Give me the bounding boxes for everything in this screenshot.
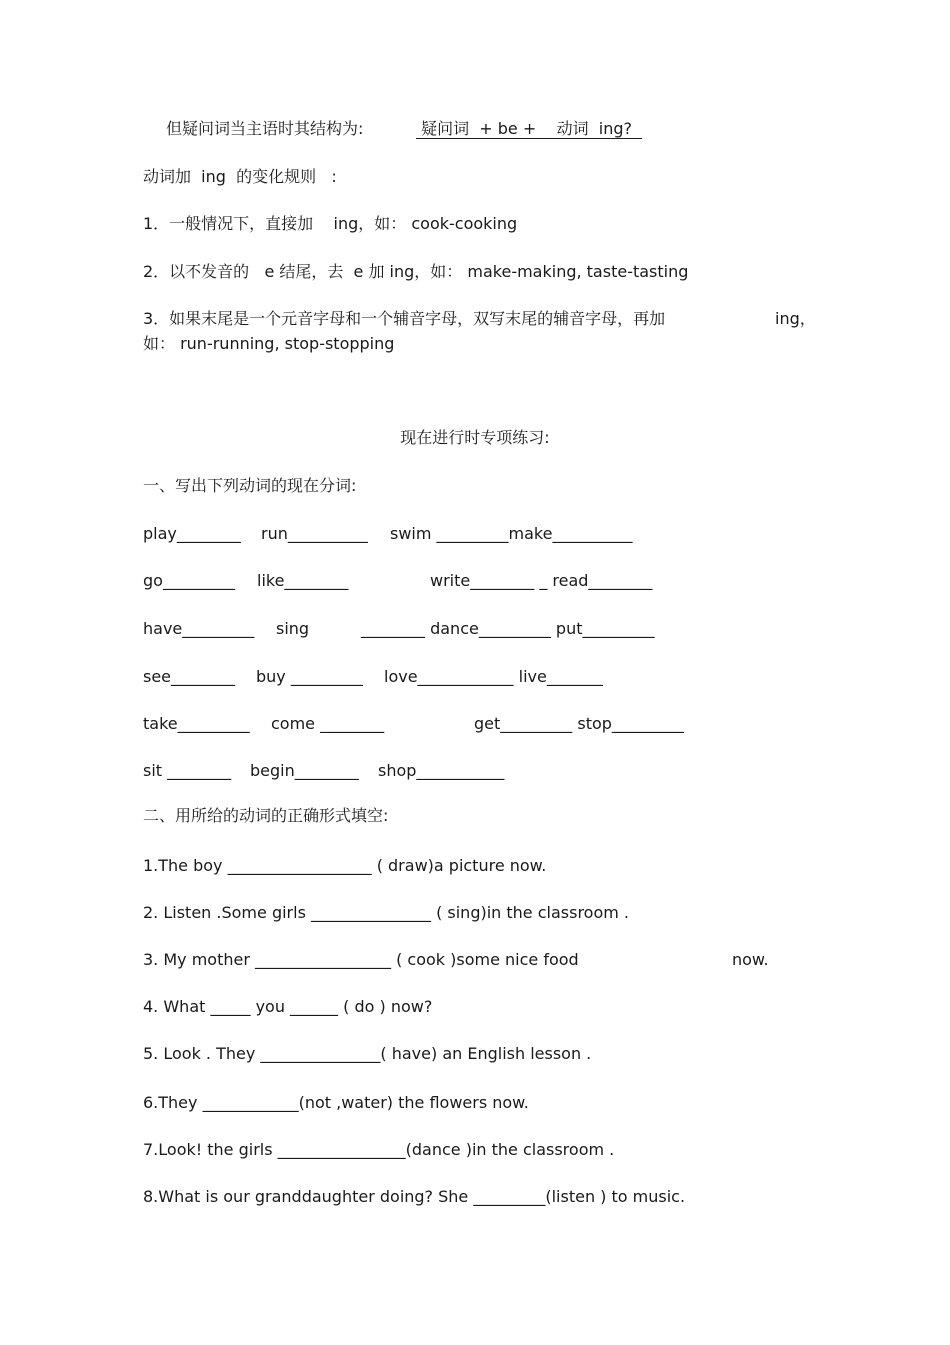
verb-blank: run__________	[261, 524, 368, 543]
verb-blank: begin________	[250, 761, 359, 780]
rule-2: 2．以不发音的 e 结尾，去 e 加 ing，如： make-making, taste-tasting	[143, 262, 689, 281]
verb-blank: take_________	[143, 714, 250, 733]
intro-text: 但疑问词当主语时其结构为:	[166, 119, 364, 138]
question-2: 2. Listen .Some girls _______________ ( sing)in the classroom .	[143, 903, 630, 922]
practice-title: 现在进行时专项练习:	[400, 428, 550, 447]
verb-blank: come ________	[271, 714, 385, 733]
rule-3-example: 如： run-running, stop-stopping	[143, 334, 395, 353]
question-1: 1.The boy __________________ ( draw)a picture now.	[143, 856, 547, 875]
rules-heading: 动词加 ing 的变化规则 :	[143, 167, 337, 186]
verb-blank: see________	[143, 667, 236, 686]
question-6: 6.They ____________(not ,water) the flowers now.	[143, 1093, 529, 1112]
section-2-heading: 二、用所给的动词的正确形式填空:	[143, 806, 389, 825]
verb-blank: like________	[257, 571, 349, 590]
verb-blank: sit ________	[143, 761, 232, 780]
question-5: 5. Look . They _______________( have) an English lesson .	[143, 1044, 592, 1063]
verb-blank: love____________ live_______	[384, 667, 603, 686]
verb-blank: write________ _ read________	[430, 571, 653, 590]
rule-3-ing: ing，	[775, 309, 816, 328]
verb-blank: shop___________	[378, 761, 505, 780]
verb-blank: go_________	[143, 571, 235, 590]
question-3-end: now.	[732, 950, 769, 969]
verb-blank: play________	[143, 524, 241, 543]
verb-blank: have_________	[143, 619, 255, 638]
verb-blank: sing	[276, 619, 310, 638]
section-1-heading: 一、写出下列动词的现在分词:	[143, 476, 357, 495]
verb-blank: buy _________	[256, 667, 363, 686]
rule-3: 3．如果末尾是一个元音字母和一个辅音字母，双写末尾的辅音字母，再加	[143, 309, 666, 328]
question-7: 7.Look! the girls ________________(dance )in the classroom .	[143, 1140, 615, 1159]
structure-formula: 疑问词 + be + 动词 ing?	[416, 119, 643, 138]
rule-1: 1．一般情况下，直接加 ing，如： cook-cooking	[143, 214, 518, 233]
question-8: 8.What is our granddaughter doing? She _________(listen ) to music.	[143, 1187, 686, 1206]
verb-blank: swim _________make__________	[390, 524, 633, 543]
question-3: 3. My mother _________________ ( cook )some nice food	[143, 950, 579, 969]
question-4: 4. What _____ you ______ ( do ) now?	[143, 997, 433, 1016]
verb-blank: get_________ stop_________	[474, 714, 684, 733]
verb-blank: ________ dance_________ put_________	[361, 619, 655, 638]
